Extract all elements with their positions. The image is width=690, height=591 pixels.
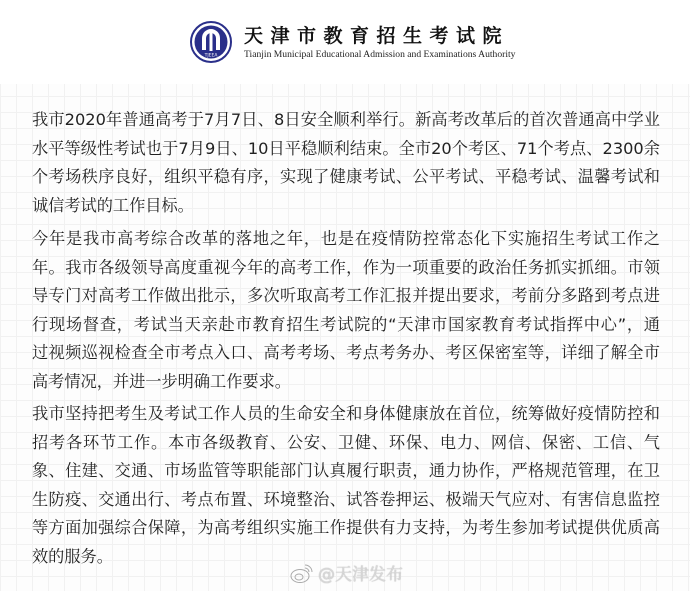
paragraph-2: [32, 225, 660, 397]
text-line: 效的服务。: [32, 546, 113, 566]
paragraph-1: [32, 106, 660, 220]
text-line: 过视频巡视检查全市考点入口、高考考场、考点考务办、考区保密室等，详细了解全市: [32, 343, 660, 363]
text-line: 等方面加强综合保障，为高考组织实施工作提供有力支持，为考生参加考试提供优质高: [32, 518, 660, 538]
paragraph-3: [32, 400, 660, 572]
text-line: 导专门对高考工作做出批示，多次听取高考工作汇报并提出要求，考前分多路到考点进: [32, 286, 660, 306]
weibo-watermark: [290, 560, 403, 585]
text-line: 我市坚持把考生及考试工作人员的生命安全和身体健康放在首位，统筹做好疫情防控和: [32, 404, 660, 423]
text-line: 高考情况，并进一步明确工作要求。: [32, 371, 291, 391]
authority-subtitle: Tianjin Municipal Educational Admission and Examinations Authority: [244, 49, 516, 60]
authority-logo-icon: [190, 21, 232, 63]
svg-text:TJEEA: TJEEA: [204, 53, 218, 59]
text-line: 行现场督查，考试当天亲赴市教育招生考试院的“天津市国家教育考试指挥中心”，通: [32, 314, 660, 334]
text-line: 水平等级性考试也于7月9日、10日平稳顺利结束。全市20个考区、71个考点、2300余: [32, 138, 660, 158]
text-line: 年。我市各级领导高度重视今年的高考工作，作为一项重要的政治任务抓实抓细。市领: [32, 257, 660, 277]
watermark-text: @天津发布: [318, 565, 403, 585]
text-line: 今年是我市高考综合改革的落地之年，也是在疫情防控常态化下实施招生考试工作之: [32, 229, 660, 248]
text-line: 象、住建、交通、市场监管等职能部门认真履行职责，通力协作，严格规范管理，在卫: [32, 461, 660, 481]
text-line: 招考各环节工作。本市各级教育、公安、卫健、环保、电力、网信、保密、工信、气: [32, 432, 660, 452]
text-line: 生防疫、交通出行、考点布置、环境整治、试答卷押运、极端天气应对、有害信息监控: [32, 489, 660, 509]
authority-title: 天津市教育招生考试院: [244, 25, 510, 47]
header: [0, 0, 690, 84]
text-line: 诚信考试的工作目标。: [32, 195, 194, 215]
weibo-icon: [290, 562, 314, 584]
text-line: 个考场秩序良好，组织平稳有序，实现了健康考试、公平考试、平稳考试、温馨考试和: [32, 167, 660, 187]
text-line: 我市2020年普通高考于7月7日、8日安全顺利举行。新高考改革后的首次普通高中学业: [32, 110, 660, 129]
